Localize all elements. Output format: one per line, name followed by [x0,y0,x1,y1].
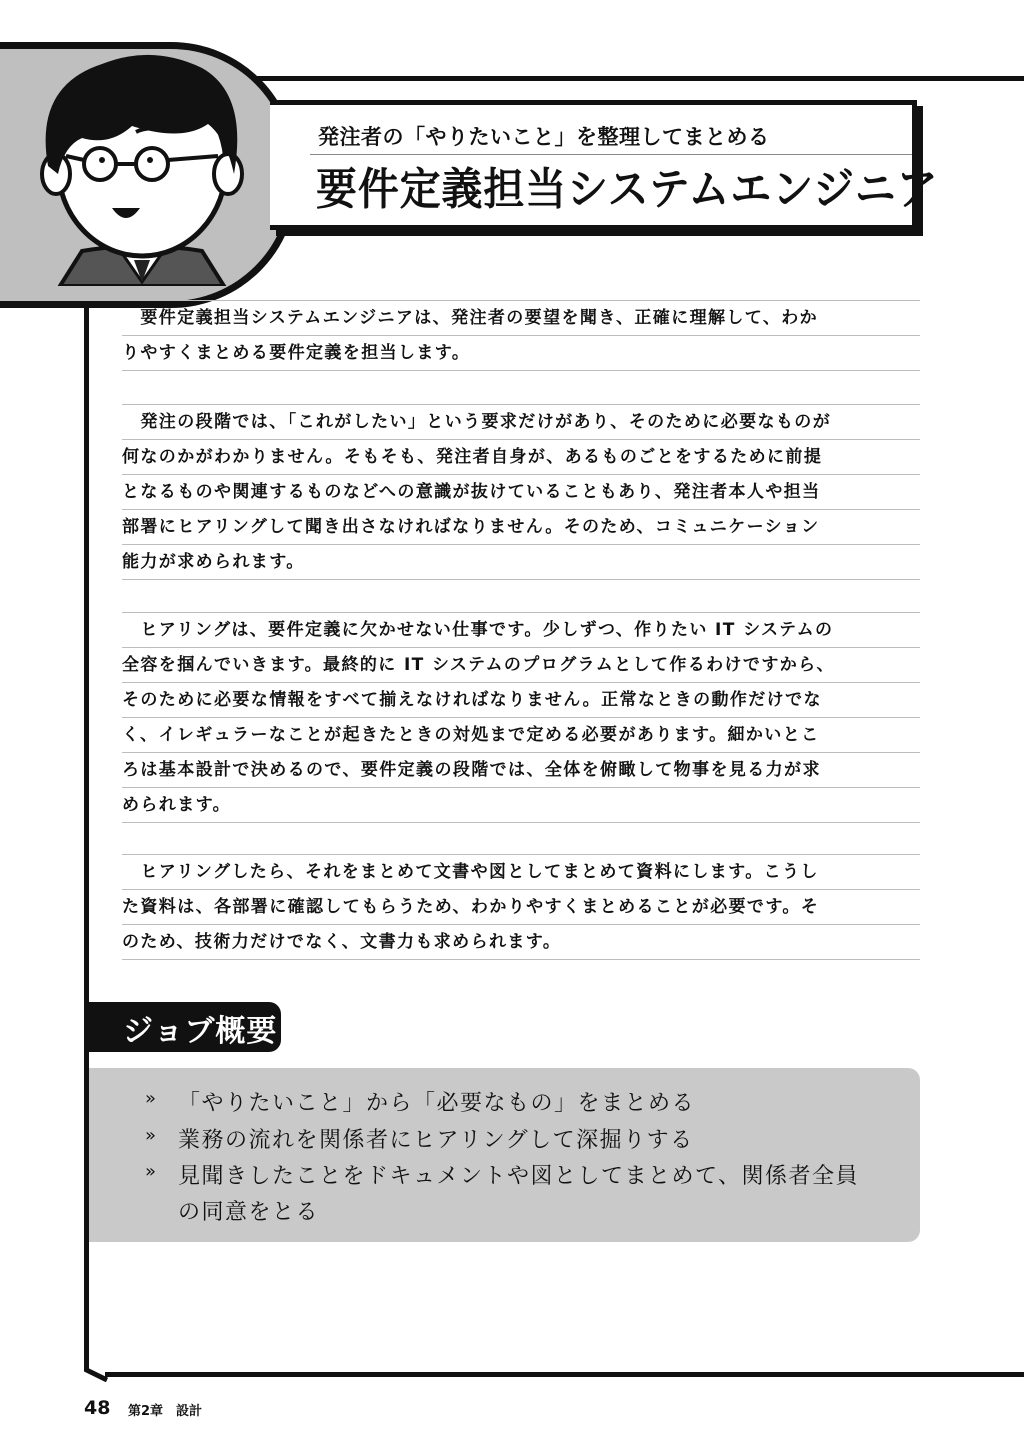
text-line: そのために必要な情報をすべて揃えなければなりません。正常なときの動作だけでな [122,683,920,718]
text-line: ろは基本設計で決めるので、要件定義の段階では、全体を俯瞰して物事を見る力が求 [122,753,920,788]
engineer-portrait-illustration [12,46,272,286]
text-line: 要件定義担当システムエンジニアは、発注者の要望を聞き、正確に理解して、わか [122,300,920,336]
paragraph-3 [122,612,920,823]
chapter-label: 第2章 設計 [128,1404,203,1419]
job-summary-box [89,1068,920,1242]
paragraph-1 [122,300,920,371]
text-line: た資料は、各部署に確認してもらうため、わかりやすくまとめることが必要です。そ [122,890,920,925]
summary-item-text: 見聞きしたことをドキュメントや図としてまとめて、関係者全員 [178,1164,860,1189]
page-title: 要件定義担当システムエンジニア [316,164,939,215]
text-line: 発注の段階では、「これがしたい」という要求だけがあり、そのために必要なものが [122,404,920,440]
text-line: く、イレギュラーなことが起きたときの対処まで定める必要があります。細かいとこ [122,718,920,753]
text-line: 能力が求められます。 [122,545,920,580]
page-subtitle: 発注者の「やりたいこと」を整理してまとめる [318,125,770,149]
page-number: 48 [84,1397,111,1419]
text-line: 部署にヒアリングして聞き出さなければなりません。そのため、コミュニケーション [122,510,920,545]
summary-item-text: 業務の流れを関係者にヒアリングして深掘りする [178,1128,694,1153]
job-summary-label: ジョブ概要 [123,1014,278,1049]
text-line: のため、技術力だけでなく、文書力も求められます。 [122,925,920,960]
summary-item-text: の同意をとる [178,1200,320,1225]
text-line: ヒアリングしたら、それをまとめて文書や図としてまとめて資料にします。こうし [122,854,920,890]
frame-bottom-line [105,1372,1024,1377]
job-summary-heading [89,1002,281,1052]
text-line: りやすくまとめる要件定義を担当します。 [122,336,920,371]
text-line: となるものや関連するものなどへの意識が抜けていることもあり、発注者本人や担当 [122,475,920,510]
bullet-icon: » [145,1161,158,1182]
text-line: 全容を掴んでいきます。最終的に IT システムのプログラムとして作るわけですから、 [122,648,920,683]
paragraph-4 [122,854,920,960]
text-line: められます。 [122,788,920,823]
summary-item-text: 「やりたいこと」から「必要なもの」をまとめる [178,1091,696,1116]
text-line: 何なのかがわかりません。そもそも、発注者自身が、あるものごとをするために前提 [122,440,920,475]
bullet-icon: » [145,1088,158,1109]
paragraph-2 [122,404,920,580]
text-line: ヒアリングは、要件定義に欠かせない仕事です。少しずつ、作りたい IT システムの [122,612,920,648]
frame-corner [80,1342,112,1382]
frame-top-line [250,76,1024,81]
bullet-icon: » [145,1125,158,1146]
